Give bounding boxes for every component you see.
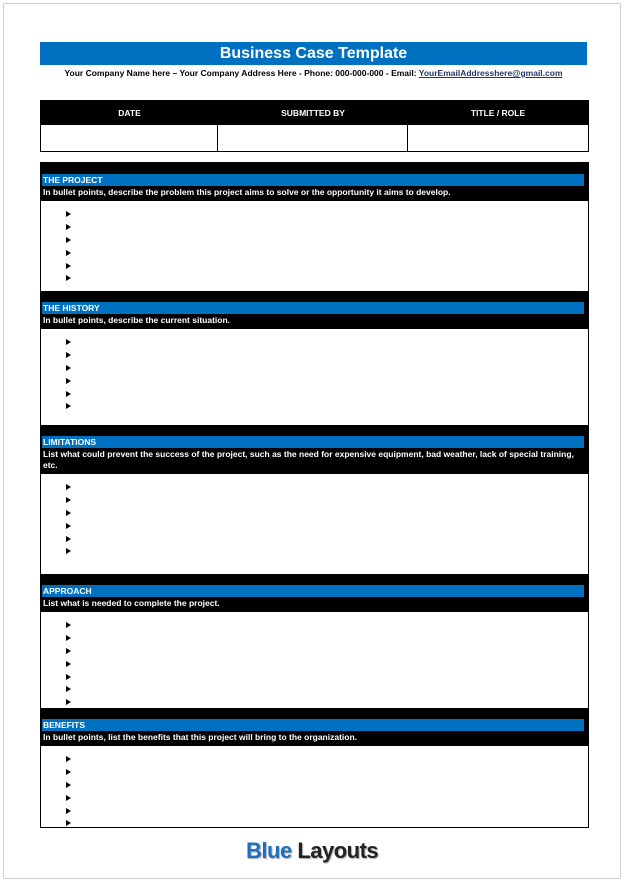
- arrow-bullet-icon: [66, 403, 71, 409]
- list-item[interactable]: [66, 632, 588, 645]
- list-item[interactable]: [66, 400, 588, 413]
- section-header: [41, 291, 588, 329]
- info-table-header: [41, 101, 588, 125]
- bullet-list: [41, 753, 588, 828]
- arrow-bullet-icon: [66, 339, 71, 345]
- bullet-list: [41, 619, 588, 709]
- arrow-bullet-icon: [66, 378, 71, 384]
- section-header: [41, 574, 588, 612]
- list-item[interactable]: [66, 696, 588, 709]
- list-item[interactable]: [66, 336, 588, 349]
- list-item[interactable]: [66, 645, 588, 658]
- section-header: [41, 425, 588, 474]
- list-item[interactable]: [66, 507, 588, 520]
- arrow-bullet-icon: [66, 648, 71, 654]
- blue-layouts-logo: [246, 838, 378, 864]
- list-item[interactable]: [66, 387, 588, 400]
- list-item[interactable]: [66, 259, 588, 272]
- list-item[interactable]: [66, 791, 588, 804]
- section-title: BENEFITS: [42, 719, 584, 731]
- logo-part-layouts: Layouts: [297, 838, 379, 863]
- section-description: List what could prevent the success of the project, such as the need for expensive equipment, bad weather, lack of special training, etc.: [43, 449, 574, 470]
- arrow-bullet-icon: [66, 497, 71, 503]
- list-item[interactable]: [66, 779, 588, 792]
- arrow-bullet-icon: [66, 224, 71, 230]
- company-details: Your Company Name here – Your Company Address Here - Phone: 000-000-000 - Email:: [64, 68, 419, 78]
- list-item[interactable]: [66, 619, 588, 632]
- arrow-bullet-icon: [66, 275, 71, 281]
- arrow-bullet-icon: [66, 211, 71, 217]
- arrow-bullet-icon: [66, 782, 71, 788]
- arrow-bullet-icon: [66, 391, 71, 397]
- bullet-list: [41, 208, 588, 285]
- arrow-bullet-icon: [66, 820, 71, 826]
- list-item[interactable]: [66, 766, 588, 779]
- arrow-bullet-icon: [66, 250, 71, 256]
- arrow-bullet-icon: [66, 622, 71, 628]
- list-item[interactable]: [66, 246, 588, 259]
- date-field[interactable]: [41, 125, 218, 151]
- arrow-bullet-icon: [66, 808, 71, 814]
- list-item[interactable]: [66, 753, 588, 766]
- arrow-bullet-icon: [66, 352, 71, 358]
- list-item[interactable]: [66, 657, 588, 670]
- list-item[interactable]: [66, 683, 588, 696]
- bullet-list: [41, 481, 588, 558]
- email-link[interactable]: YourEmailAddresshere@gmail.com: [418, 68, 563, 78]
- info-table-row: [41, 125, 588, 151]
- list-item[interactable]: [66, 362, 588, 375]
- list-item[interactable]: [66, 349, 588, 362]
- title-role-field[interactable]: [408, 125, 588, 151]
- list-item[interactable]: [66, 234, 588, 247]
- document-title: Business Case Template: [40, 42, 587, 65]
- list-item[interactable]: [66, 272, 588, 285]
- arrow-bullet-icon: [66, 635, 71, 641]
- section-header: [41, 708, 588, 746]
- arrow-bullet-icon: [66, 484, 71, 490]
- section-description: List what is needed to complete the project.: [43, 598, 220, 608]
- list-item[interactable]: [66, 670, 588, 683]
- arrow-bullet-icon: [66, 510, 71, 516]
- section-title: THE PROJECT: [42, 174, 584, 186]
- title-role-header: TITLE / ROLE: [470, 108, 526, 118]
- submitted-by-header: SUBMITTED BY: [281, 108, 345, 118]
- section-description: In bullet points, list the benefits that this project will bring to the organization.: [43, 732, 358, 742]
- arrow-bullet-icon: [66, 686, 71, 692]
- arrow-bullet-icon: [66, 674, 71, 680]
- arrow-bullet-icon: [66, 699, 71, 705]
- submitted-by-field[interactable]: [218, 125, 408, 151]
- section-body[interactable]: [41, 201, 588, 291]
- company-info: [40, 68, 587, 78]
- section-description: In bullet points, describe the current situation.: [43, 315, 231, 325]
- list-item[interactable]: [66, 519, 588, 532]
- list-item[interactable]: [66, 532, 588, 545]
- list-item[interactable]: [66, 817, 588, 828]
- list-item[interactable]: [66, 494, 588, 507]
- section-header: [41, 163, 588, 201]
- arrow-bullet-icon: [66, 661, 71, 667]
- arrow-bullet-icon: [66, 365, 71, 371]
- list-item[interactable]: [66, 221, 588, 234]
- arrow-bullet-icon: [66, 237, 71, 243]
- info-table: [40, 100, 589, 152]
- arrow-bullet-icon: [66, 536, 71, 542]
- arrow-bullet-icon: [66, 523, 71, 529]
- sections-container: [40, 162, 589, 828]
- section-title: APPROACH: [42, 585, 584, 597]
- list-item[interactable]: [66, 208, 588, 221]
- list-item[interactable]: [66, 804, 588, 817]
- arrow-bullet-icon: [66, 263, 71, 269]
- list-item[interactable]: [66, 374, 588, 387]
- arrow-bullet-icon: [66, 548, 71, 554]
- section-title: THE HISTORY: [42, 302, 584, 314]
- arrow-bullet-icon: [66, 769, 71, 775]
- list-item[interactable]: [66, 545, 588, 558]
- bullet-list: [41, 336, 588, 413]
- arrow-bullet-icon: [66, 756, 71, 762]
- section-body[interactable]: [41, 612, 588, 708]
- date-header: DATE: [118, 108, 141, 118]
- section-title: LIMITATIONS: [42, 436, 584, 448]
- logo-part-blue: Blue: [246, 838, 292, 863]
- arrow-bullet-icon: [66, 795, 71, 801]
- list-item[interactable]: [66, 481, 588, 494]
- section-description: In bullet points, describe the problem this project aims to solve or the opportunity it aims to develop.: [43, 187, 451, 197]
- section-body[interactable]: [41, 746, 588, 828]
- section-body[interactable]: [41, 329, 588, 425]
- section-body[interactable]: [41, 474, 588, 574]
